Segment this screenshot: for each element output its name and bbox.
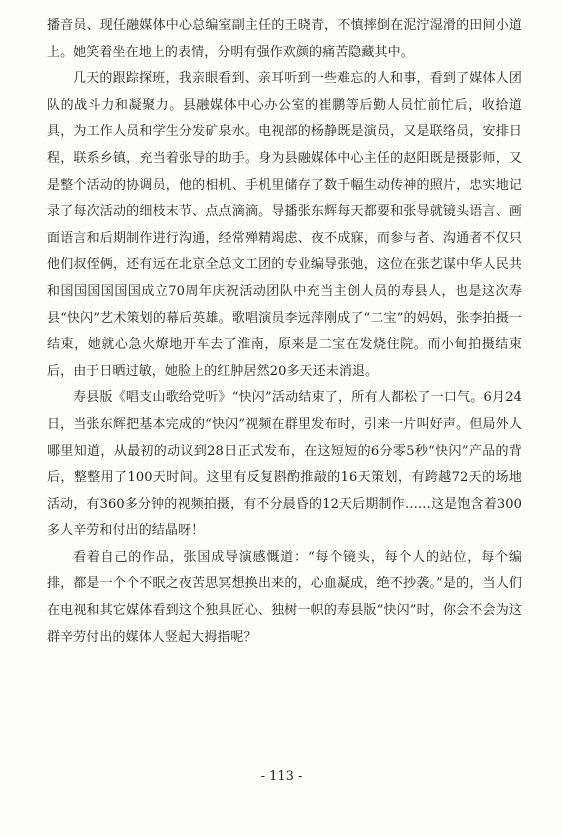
paragraph-4: 看着自己的作品，张国成导演感慨道：“每个镜头，每个人的站位，每个编排，都是一个个不眠之夜苦思冥想换出来的，心血凝成，绝不抄袭。”是的，当人们在电视和其它媒体看到这个独具匠心、独树一帜的寿县版“快闪”时，你会不会为这群辛劳付出的媒体人竖起大拇指呢？	[47, 549, 522, 645]
paragraph-3: 寿县版《唱支山歌给党听》“快闪”活动结束了，所有人都松了一口气。6月24日，当张东辉把基本完成的“快闪”视频在群里发布时，引来一片叫好声。但局外人哪里知道，从最初的动议到28日正式发布，在这短短的6分零5秒“快闪”产品的背后，整整用了100天时间。这里有反复斟酌推敲的16天策划，有跨越72天的场地活动，有360多分钟的视频拍摄，有不分晨昏的12天后期制作……这是饱含着300多人辛劳和付出的结晶呀！	[47, 390, 522, 539]
paragraph-1: 播音员、现任融媒体中心总编室副主任的王晓青，不慎摔倒在泥泞湿滑的田间小道上。她笑着坐在地上的表情，分明有强作欢颜的痛苦隐藏其中。	[47, 18, 522, 60]
page-number: - 113 -	[260, 769, 303, 784]
paragraph-2: 几天的跟踪探班，我亲眼看到、亲耳听到一些难忘的人和事，看到了媒体人团队的战斗力和凝聚力。县融媒体中心办公室的崔鹏等后勤人员忙前忙后，收拾道具，为工作人员和学生分发矿泉水。电视部的杨静既是演员，又是联络员，安排日程，联系乡镇，充当着张导的助手。身为县融媒体中心主任的赵阳既是摄影师，又是整个活动的协调员，他的相机、手机里储存了数千幅生动传神的照片，忠实地记录了每次活动的细枝末节、点点滴滴。导播张东辉每天都要和张导就镜头语言、画面语言和后期制作进行沟通，经常殚精竭虑、夜不成寐，而参与者、沟通者不仅只他们叔侄俩，还有远在北京全总文工团的专业编导张弛，这位在张艺谋中华人民共和国国国国国国成立70周年庆祝活动团队中充当主创人员的寿县人，也是这次寿县“快闪”艺术策划的幕后英雄。歌唱演员李远萍刚成了“二宝”的妈妈，张李拍摄一结束，她就心急火燎地开车去了淮南，原来是二宝在发烧住院。而小甸拍摄结束后，由于日晒过敏，她脸上的红肿居然20多天还未消退。	[47, 71, 522, 379]
body-text	[47, 13, 522, 651]
